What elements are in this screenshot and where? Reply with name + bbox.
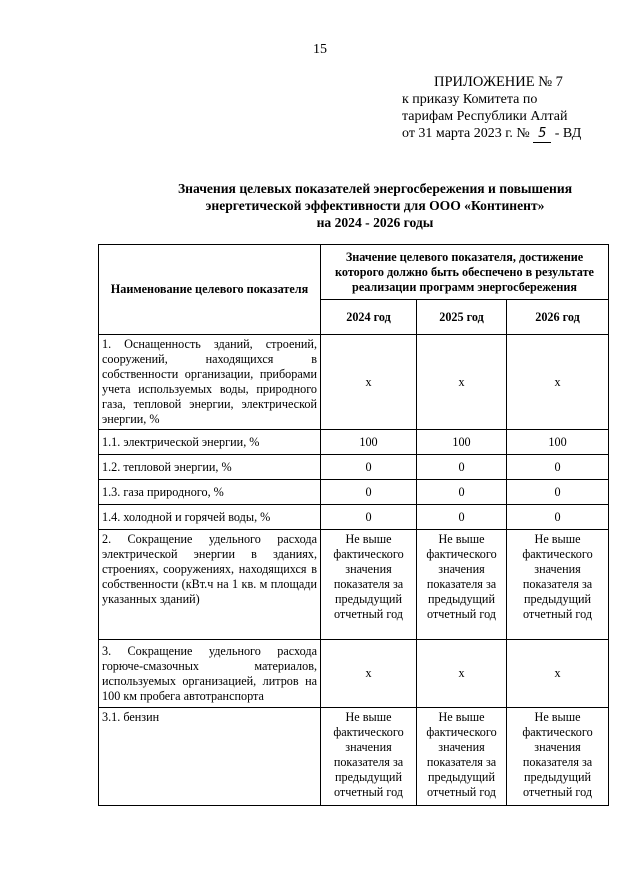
row-name: 3.1. бензин [99, 708, 321, 806]
appendix-header [402, 74, 632, 143]
row-name: 1.3. газа природного, % [99, 480, 321, 505]
table-row [99, 335, 609, 430]
row-name: 1.4. холодной и горячей воды, % [99, 505, 321, 530]
cell-2026: x [507, 640, 609, 708]
cell-2025: Не выше фактического значения показателя за предыдущий отчетный год [417, 708, 507, 806]
cell-2025: x [417, 335, 507, 430]
header-target-value: Значение целевого показателя, достижение которого должно быть обеспечено в результате реализации программ энергосбережения [321, 245, 609, 300]
cell-2025: 100 [417, 430, 507, 455]
page-number: 15 [313, 42, 327, 57]
cell-2025: Не выше фактического значения показателя за предыдущий отчетный год [417, 530, 507, 640]
row-name: 2. Сокращение удельного расхода электрической энергии в зданиях, строениях, сооружениях, находящихся в собственности (кВт.ч на 1 кв. м площади указанных зданий) [99, 530, 321, 640]
targets-table [98, 244, 609, 806]
appendix-line-1: к приказу Комитета по [402, 92, 538, 107]
header-year-2024: 2024 год [321, 300, 417, 335]
cell-2024: x [321, 640, 417, 708]
appendix-line-2: тарифам Республики Алтай [402, 109, 568, 124]
header-year-2025: 2025 год [417, 300, 507, 335]
title-line-3: на 2024 - 2026 годы [316, 215, 434, 230]
cell-2024: 0 [321, 505, 417, 530]
row-name: 1. Оснащенность зданий, строений, сооружений, находящихся в собственности организации, приборами учета используемых воды, природного газа, тепловой энергии, электрической энергии, % [99, 335, 321, 430]
appendix-line-3 [402, 125, 632, 143]
cell-2026: Не выше фактического значения показателя за предыдущий отчетный год [507, 708, 609, 806]
table-row [99, 640, 609, 708]
cell-2026: 0 [507, 455, 609, 480]
cell-2024: 0 [321, 480, 417, 505]
appendix-date: от 31 марта 2023 г. № [402, 126, 530, 141]
cell-2024: 0 [321, 455, 417, 480]
cell-2026: 0 [507, 480, 609, 505]
table-row [99, 530, 609, 640]
row-name: 1.1. электрической энергии, % [99, 430, 321, 455]
cell-2026: 100 [507, 430, 609, 455]
cell-2025: 0 [417, 505, 507, 530]
cell-2024: Не выше фактического значения показателя за предыдущий отчетный год [321, 708, 417, 806]
row-name: 1.2. тепловой энергии, % [99, 455, 321, 480]
cell-2024: x [321, 335, 417, 430]
cell-2025: x [417, 640, 507, 708]
title-line-1: Значения целевых показателей энергосбережения и повышения [177, 181, 573, 196]
cell-2025: 0 [417, 480, 507, 505]
cell-2024: Не выше фактического значения показателя за предыдущий отчетный год [321, 530, 417, 640]
table-row [99, 480, 609, 505]
cell-2025: 0 [417, 455, 507, 480]
cell-2026: 0 [507, 505, 609, 530]
cell-2026: Не выше фактического значения показателя за предыдущий отчетный год [507, 530, 609, 640]
document-title [130, 180, 620, 231]
cell-2024: 100 [321, 430, 417, 455]
header-year-2026: 2026 год [507, 300, 609, 335]
row-name: 3. Сокращение удельного расхода горюче-смазочных материалов, используемых организацией, литров на 100 км пробега автотранспорта [99, 640, 321, 708]
table-row [99, 505, 609, 530]
table-row [99, 455, 609, 480]
table-row [99, 430, 609, 455]
header-indicator-name: Наименование целевого показателя [99, 245, 321, 335]
appendix-title: ПРИЛОЖЕНИЕ № 7 [434, 74, 563, 90]
title-line-2: энергетической эффективности для ООО «Континент» [205, 198, 545, 213]
appendix-suffix: - ВД [554, 126, 582, 141]
table-row [99, 708, 609, 806]
order-number: 5 [533, 125, 551, 143]
cell-2026: x [507, 335, 609, 430]
